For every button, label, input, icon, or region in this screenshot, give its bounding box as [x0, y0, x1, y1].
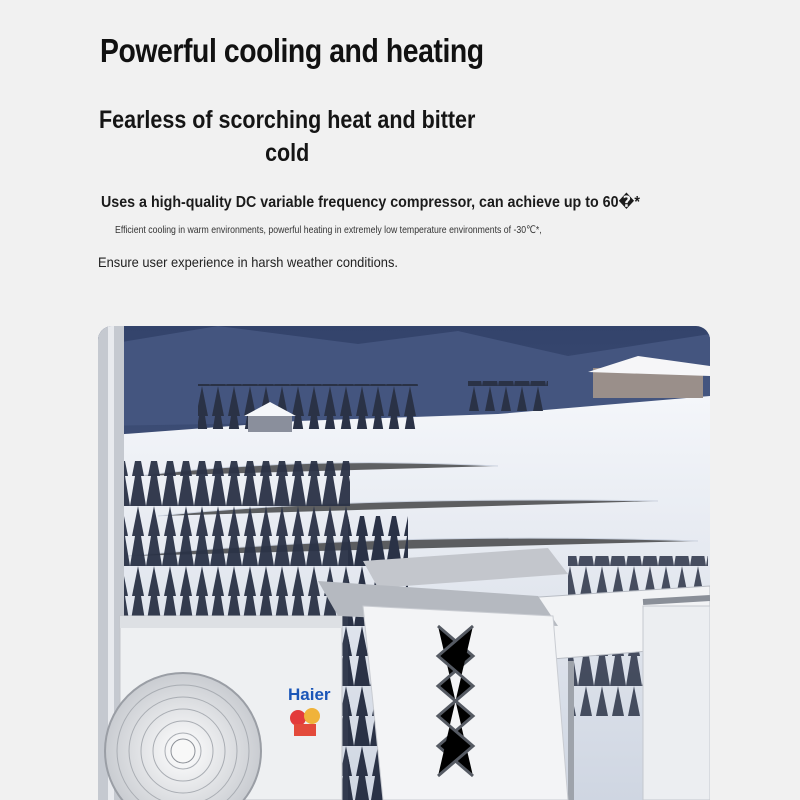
outdoor-ac-unit: [105, 616, 342, 800]
page-subtitle: Fearless of scorching heat and bitter cold: [99, 106, 476, 167]
svg-text:Haier: Haier: [288, 685, 331, 704]
page-title: Powerful cooling and heating: [100, 32, 484, 69]
description-line-3: Ensure user experience in harsh weather conditions.: [98, 254, 398, 270]
product-photo: [98, 326, 710, 800]
winter-scene-illustration: [98, 326, 710, 800]
description-line-2: Efficient cooling in warm environments, powerful heating in extremely low temperature environments of -30℃*,: [115, 224, 542, 236]
description-line-1: Uses a high-quality DC variable frequency compressor, can achieve up to 60�*: [101, 194, 640, 211]
